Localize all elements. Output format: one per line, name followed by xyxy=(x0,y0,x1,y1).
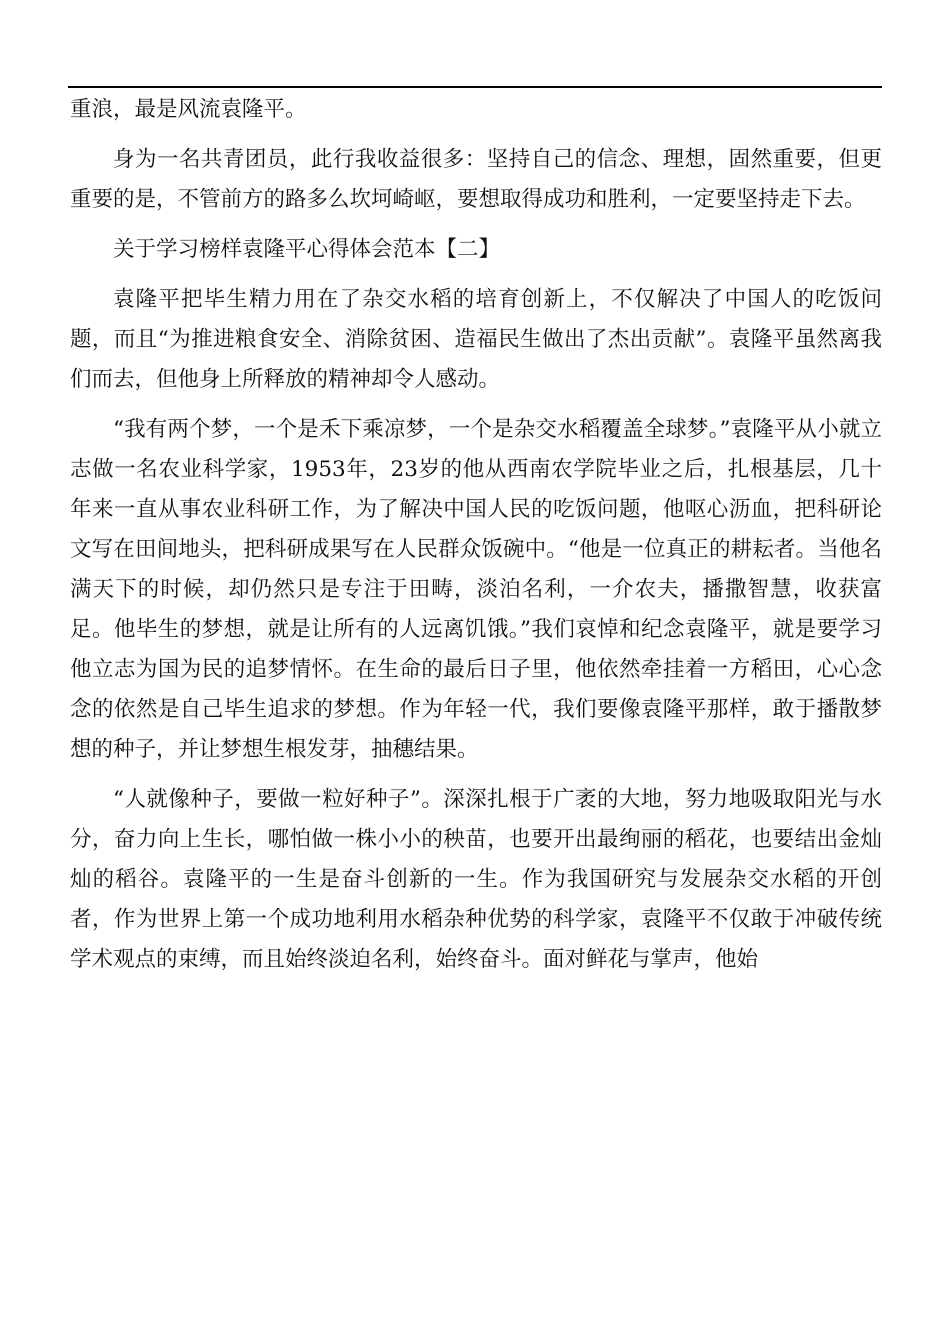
paragraph-seed: “人就像种子，要做一粒好种子”。深深扎根于广袤的大地，努力地吸取阳光与水分，奋力向上生长，哪怕做一株小小的秧苗，也要开出最绚丽的稻花，也要结出金灿灿的稻谷。袁隆平的一生是奋斗创新的一生。作为我国研究与发展杂交水稻的开创者，作为世界上第一个成功地利用水稻杂种优势的科学家，袁隆平不仅敢于冲破传统学术观点的束缚，而且始终淡迫名利，始终奋斗。面对鲜花与掌声，他始 xyxy=(70,787,882,972)
paragraph-intro: 袁隆平把毕生精力用在了杂交水稻的培育创新上，不仅解决了中国人的吃饭问题，而且“为推进粮食安全、消除贫困、造福民生做出了杰出贡献”。袁隆平虽然离我们而去，但他身上所释放的精神却令人感动。 xyxy=(70,287,882,392)
document-body xyxy=(70,90,882,990)
paragraph-continuation: 重浪，最是风流袁隆平。 xyxy=(70,97,307,122)
section-heading: 关于学习榜样袁隆平心得体会范本【二】 xyxy=(113,237,501,262)
header-rule xyxy=(68,86,882,88)
paragraph-dreams: “我有两个梦，一个是禾下乘凉梦，一个是杂交水稻覆盖全球梦。”袁隆平从小就立志做一名农业科学家，1953年，23岁的他从西南农学院毕业之后，扎根基层，几十年来一直从事农业科研工作，为了解决中国人民的吃饭问题，他呕心沥血，把科研论文写在田间地头，把科研成果写在人民群众饭碗中。“他是一位真正的耕耘者。当他名满天下的时候，却仍然只是专注于田畴，淡泊名利，一介农夫，播撒智慧，收获富足。他毕生的梦想，就是让所有的人远离饥饿。”我们哀悼和纪念袁隆平，就是要学习他立志为国为民的追梦情怀。在生命的最后日子里，他依然牵挂着一方稻田，心心念念的依然是自己毕生追求的梦想。作为年轻一代，我们要像袁隆平那样，敢于播散梦想的种子，并让梦想生根发芽，抽穗结果。 xyxy=(70,417,882,762)
paragraph-reflection: 身为一名共青团员，此行我收益很多：坚持自己的信念、理想，固然重要，但更重要的是，不管前方的路多么坎坷崎岖，要想取得成功和胜利，一定要坚持走下去。 xyxy=(70,147,882,212)
